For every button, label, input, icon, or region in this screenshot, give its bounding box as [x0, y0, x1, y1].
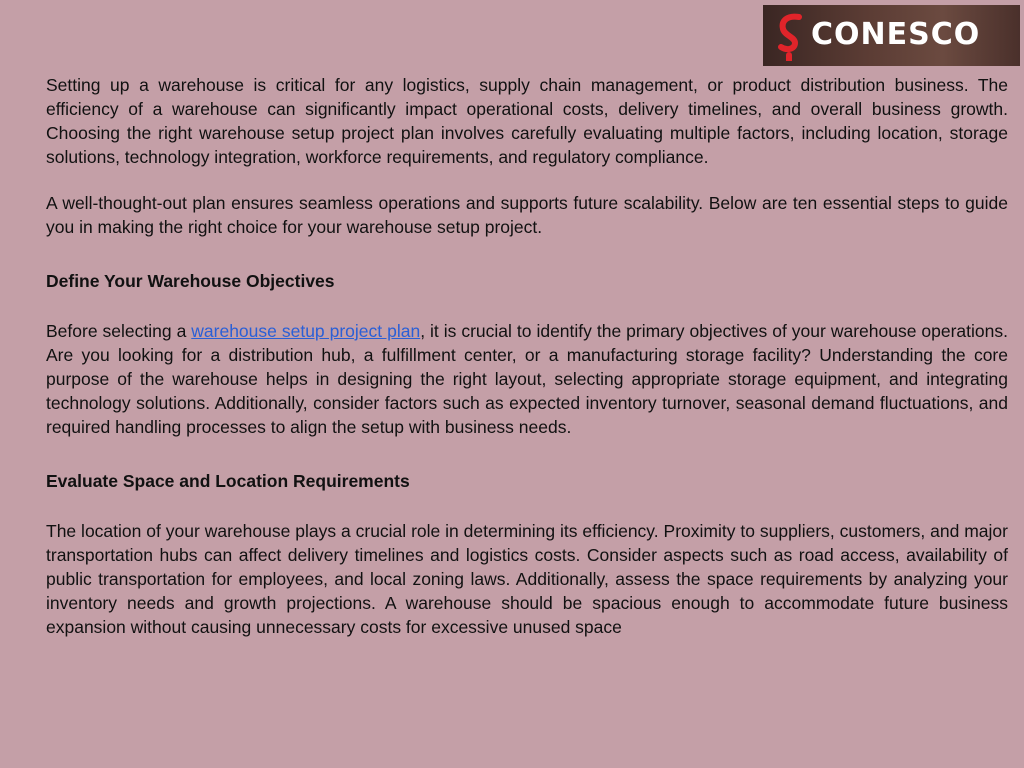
conesco-s-mark-icon [773, 11, 807, 61]
conesco-logo [763, 5, 1020, 66]
objectives-text-before-link: Before selecting a [46, 321, 192, 341]
section-heading-location: Evaluate Space and Location Requirements [46, 471, 410, 491]
intro-paragraph-1: Setting up a warehouse is critical for any logistics, supply chain management, or product distribution business. The efficiency of a warehouse can significantly impact operational costs, delivery timelines, and overall business growth. Choosing the right warehouse setup project plan involves carefully evaluating multiple factors, including location, storage solutions, technology integration, workforce requirements, and regulatory compliance. [46, 75, 1008, 167]
section-heading-objectives: Define Your Warehouse Objectives [46, 271, 335, 291]
intro-paragraph-2: A well-thought-out plan ensures seamless operations and supports future scalability. Below are ten essential steps to guide you in making the right choice for your warehouse setup project. [46, 193, 1008, 237]
section-paragraph-location: The location of your warehouse plays a crucial role in determining its efficiency. Proximity to suppliers, customers, and major transportation hubs can affect delivery timelines and logistics costs. Consider aspects such as road access, availability of public transportation for employees, and local zoning laws. Additionally, assess the space requirements by analyzing your inventory needs and growth projections. A warehouse should be spacious enough to accommodate future business expansion without causing unnecessary costs for excessive unused space [46, 521, 1008, 637]
objectives-text-after-link: , it is crucial to identify the primary objectives of your warehouse operations. Are you looking for a distribution hub, a fulfillment center, or a manufacturing storage facility? Understanding the core purpose of the warehouse helps in designing the right layout, selecting appropriate storage equipment, and integrating technology solutions. Additionally, consider factors such as expected inventory turnover, seasonal demand fluctuations, and required handling processes to align the setup with business needs. [46, 321, 1008, 437]
section-paragraph-objectives [46, 319, 1008, 439]
article-body [46, 73, 1008, 639]
logo-wordmark: CONESCO [811, 17, 981, 52]
warehouse-setup-project-plan-link[interactable]: warehouse setup project plan [191, 321, 421, 341]
